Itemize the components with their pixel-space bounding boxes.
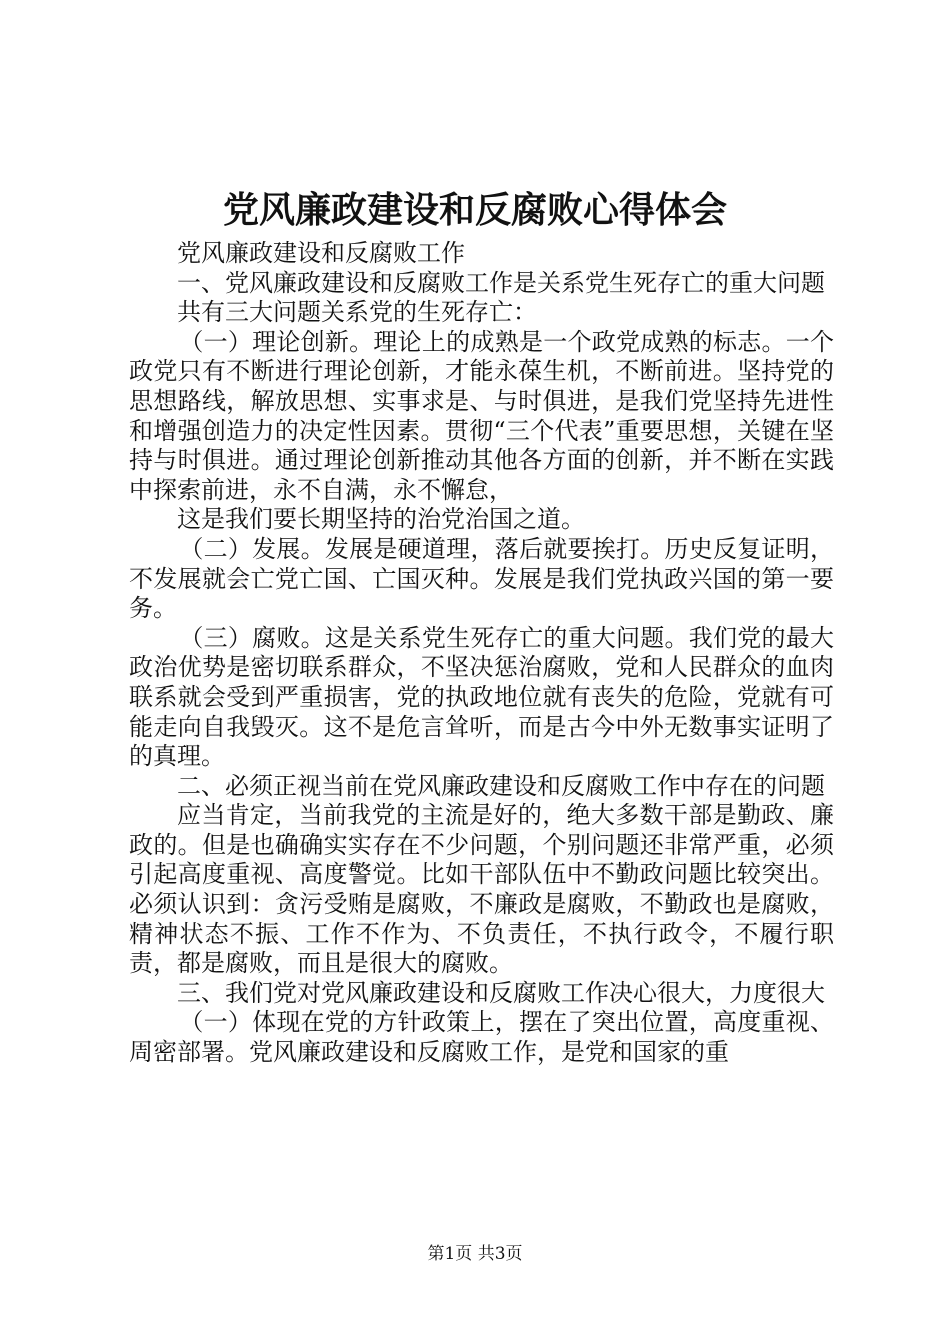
document-body bbox=[129, 239, 834, 1068]
document-title: 党风廉政建设和反腐败心得体会 bbox=[222, 189, 727, 231]
paragraph: （三）腐败。这是关系党生死存亡的重大问题。我们党的最大政治优势是密切联系群众，不坚决惩治腐败，党和人民群众的血肉联系就会受到严重损害，党的执政地位就有丧失的危险，党就有可能走向自我毁灭。这不是危言耸听，而是古今中外无数事实证明了的真理。 bbox=[129, 623, 834, 771]
section-heading: 一、党风廉政建设和反腐败工作是关系党生死存亡的重大问题 bbox=[177, 268, 825, 297]
paragraph: （一）体现在党的方针政策上，摆在了突出位置，高度重视、周密部署。党风廉政建设和反腐败工作，是党和国家的重 bbox=[129, 1008, 834, 1067]
paragraph: （二）发展。发展是硬道理，落后就要挨打。历史反复证明，不发展就会亡党亡国、亡国灭种。发展是我们党执政兴国的第一要务。 bbox=[129, 534, 834, 623]
page-indicator: 第1页 共3页 bbox=[427, 1244, 523, 1264]
paragraph: 共有三大问题关系党的生死存亡： bbox=[177, 298, 537, 327]
page-footer bbox=[0, 1243, 950, 1265]
section-heading: 三、我们党对党风廉政建设和反腐败工作决心很大，力度很大 bbox=[177, 978, 825, 1007]
paragraph: 党风廉政建设和反腐败工作 bbox=[177, 239, 465, 267]
paragraph: 这是我们要长期坚持的治党治国之道。 bbox=[177, 505, 585, 534]
paragraph: （一）理论创新。理论上的成熟是一个政党成熟的标志。一个政党只有不断进行理论创新，才能永葆生机，不断前进。坚持党的思想路线，解放思想、实事求是、与时俱进，是我们党坚持先进性和增强创造力的决定性因素。贯彻“三个代表”重要思想，关键在坚持与时俱进。通过理论创新推动其他各方面的创新，并不断在实践中探索前进，永不自满，永不懈怠， bbox=[129, 327, 834, 504]
section-heading: 二、必须正视当前在党风廉政建设和反腐败工作中存在的问题 bbox=[177, 771, 825, 800]
paragraph: 应当肯定，当前我党的主流是好的，绝大多数干部是勤政、廉政的。但是也确确实实存在不少问题，个别问题还非常严重，必须引起高度重视、高度警觉。比如干部队伍中不勤政问题比较突出。必须认识到：贪污受贿是腐败，不廉政是腐败，不勤政也是腐败，精神状态不振、工作不作为、不负责任，不执行政令，不履行职责，都是腐败，而且是很大的腐败。 bbox=[129, 801, 834, 978]
